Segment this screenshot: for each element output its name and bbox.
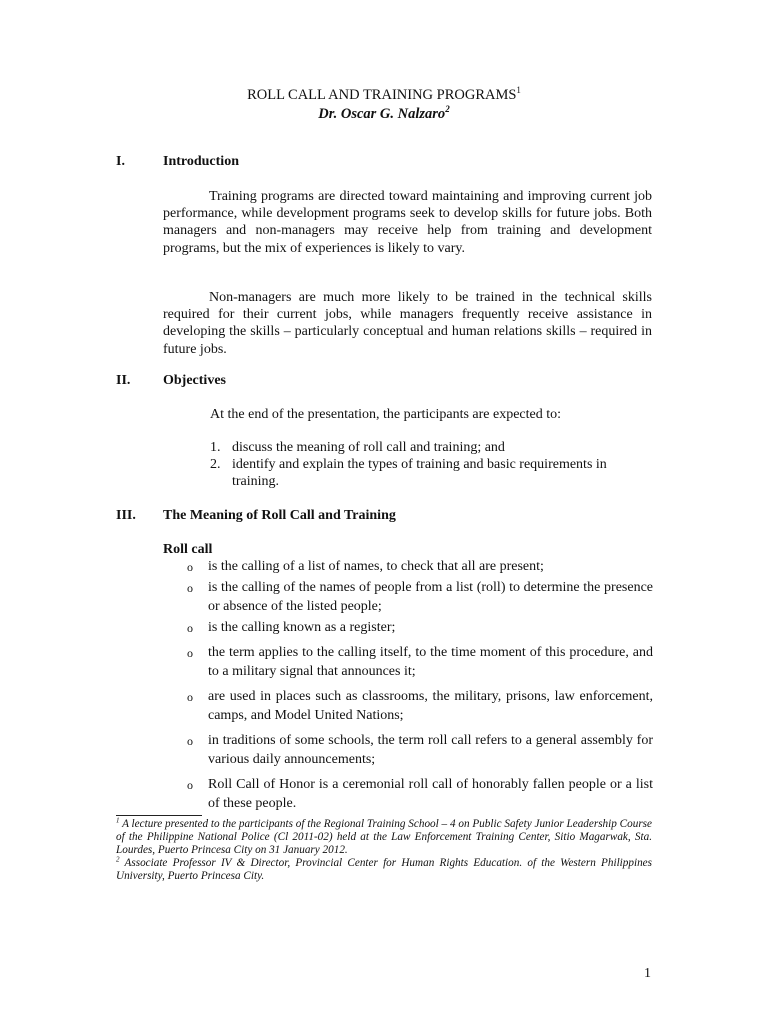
author-footnote-ref: 2 <box>445 104 450 115</box>
roll-call-bullet-list <box>187 557 653 819</box>
objectives-list <box>210 439 653 491</box>
section-heading-meaning <box>116 507 396 525</box>
list-item: o Roll Call of Honor is a ceremonial roll call of honorably fallen people or a list of these people. <box>187 777 653 811</box>
section-title: The Meaning of Roll Call and Training <box>163 508 396 523</box>
list-item: o is the calling of a list of names, to check that all are present; <box>187 557 653 576</box>
footnote-divider <box>116 815 202 816</box>
bullet-marker: o <box>187 621 193 635</box>
bullet-marker: o <box>187 734 193 748</box>
bullet-marker: o <box>187 560 193 574</box>
section-number: II. <box>116 373 131 388</box>
title-block <box>0 86 768 124</box>
title-footnote-ref: 1 <box>516 85 521 96</box>
bullet-marker: o <box>187 690 193 704</box>
document-author: Dr. Oscar G. Nalzaro$^2$ <box>318 104 450 122</box>
page-number: 1 <box>644 966 651 981</box>
section-title: Introduction <box>163 154 239 169</box>
section-title: Objectives <box>163 373 226 388</box>
section-heading-introduction <box>116 153 239 171</box>
list-item: o the term applies to the calling itself, to the time moment of this procedure, and to a military signal that announces it; <box>187 645 653 679</box>
bullet-marker: o <box>187 778 193 792</box>
section-number: III. <box>116 508 136 523</box>
list-item: o in traditions of some schools, the term roll call refers to a general assembly for various daily announcements; <box>187 733 653 767</box>
list-item: o are used in places such as classrooms, the military, prisons, law enforcement, camps, and Model United Nations; <box>187 689 653 723</box>
subheading-roll-call: Roll call <box>163 542 213 557</box>
intro-paragraph-2: Non-managers are much more likely to be trained in the technical skills required for their current jobs, while managers frequently receive assistance in developing the skills – particularly conceptual and human relations skills – required in future jobs. <box>163 290 652 357</box>
section-heading-objectives <box>116 372 226 390</box>
footnotes <box>116 818 652 883</box>
intro-paragraph-1: Training programs are directed toward maintaining and improving current job performance, while development programs seek to develop skills for future jobs. Both managers and non-managers may receive help from training and development programs, but the mix of experiences is likely to vary. <box>163 189 652 256</box>
objectives-lead: At the end of the presentation, the participants are expected to: <box>210 407 562 422</box>
bullet-marker: o <box>187 581 193 595</box>
list-item: o is the calling of the names of people from a list (roll) to determine the presence or absence of the listed people; <box>187 580 653 614</box>
footnote-2: $^2$ Associate Professor IV & Director, Provincial Center for Human Rights Education. of the Western Philippines University, Puerto Princesa City. <box>116 855 652 882</box>
list-item: 1. discuss the meaning of roll call and training; and <box>210 440 505 455</box>
section-number: I. <box>116 154 125 169</box>
bullet-marker: o <box>187 646 193 660</box>
document-title: ROLL CALL AND TRAINING PROGRAMS$^1$ <box>247 85 521 103</box>
list-item: o is the calling known as a register; <box>187 618 653 637</box>
list-item: 2. identify and explain the types of training and basic requirements in training. <box>210 457 607 490</box>
footnote-1: $^1$ A lecture presented to the participants of the Regional Training School – 4 on Public Safety Junior Leadership Course of the Philippine National Police (Cl 2011-02) held at the Law Enforcement Training Center, Sitio Magarwak, Sta. Lourdes, Puerto Princesa City on 31 January 2012. <box>116 816 652 856</box>
